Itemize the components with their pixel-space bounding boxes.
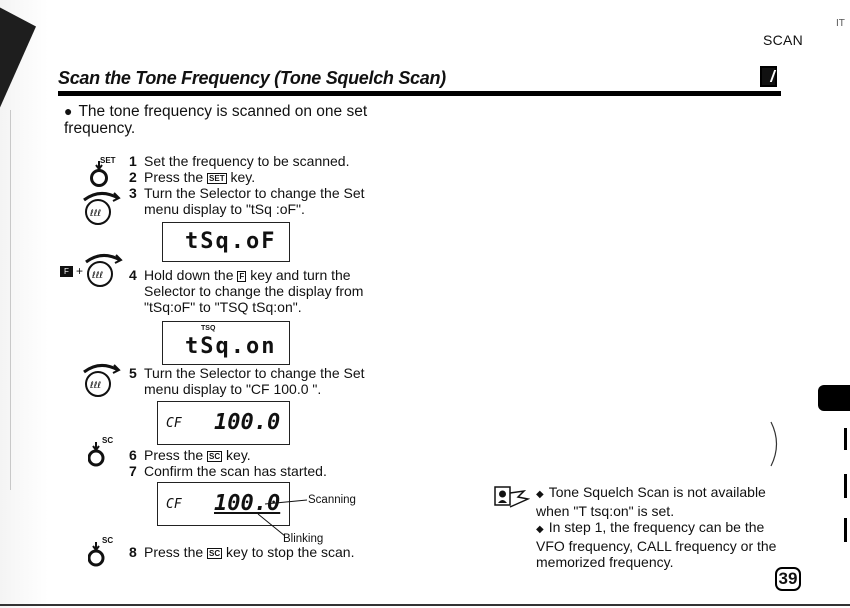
note-bullet: ◆	[536, 489, 544, 500]
note-block	[536, 484, 786, 570]
plus-sign: +	[76, 264, 84, 278]
press-sc-key-icon-step8	[88, 534, 122, 568]
step-6	[129, 447, 409, 463]
page-title: Scan the Tone Frequency (Tone Squelch Scan)	[58, 68, 446, 88]
bottom-rule	[0, 604, 850, 606]
step-number: 5	[129, 365, 137, 381]
bracket-mark	[768, 420, 784, 468]
step-text-before: Press the	[144, 544, 204, 560]
blinking-leader-line	[258, 514, 285, 536]
title-rule	[58, 91, 781, 96]
blinking-label: Blinking	[283, 533, 324, 545]
step-number: 1	[129, 153, 137, 169]
step-text-before: Press the	[144, 447, 204, 463]
f-key-plus-dial-icon	[60, 252, 126, 288]
edge-bar-1	[844, 428, 847, 450]
step-number: 7	[129, 463, 137, 479]
lcd-cf-value-blinking: 100.0	[214, 491, 281, 516]
intro-bullet: ●	[64, 103, 73, 119]
section-thumb-tab	[818, 385, 850, 411]
sc-key-label-step8: SC	[102, 536, 114, 545]
step-text-after: key.	[226, 447, 251, 463]
lcd-display-tsq-off	[162, 222, 290, 262]
edit-mode-icon	[760, 66, 777, 87]
lcd-display-cf	[157, 401, 290, 445]
note-bullet: ◆	[536, 524, 544, 535]
step-text-before: Press the	[144, 169, 204, 185]
step-text: Turn the Selector to change the Set menu display to "tSq :oF".	[144, 185, 365, 217]
section-label: SCAN	[763, 32, 804, 48]
step-1	[129, 153, 409, 169]
step-text-before: Hold down the	[144, 267, 234, 283]
lcd-text: tSq.oF	[185, 229, 277, 254]
binding-corner-mark	[0, 8, 36, 117]
tsq-indicator: TSQ	[201, 325, 216, 332]
step-text-after: key and turn the Selector to change the display from "tSq:oF" to "TSQ tSq:on".	[144, 267, 364, 315]
step-number: 8	[129, 544, 137, 560]
edge-bar-3	[844, 518, 847, 542]
step-number: 2	[129, 169, 137, 185]
lcd-display-tsq-on	[162, 321, 290, 365]
note-text: In step 1, the frequency can be the VFO frequency, CALL frequency or the memorized frequency.	[536, 519, 777, 570]
step-5	[129, 365, 401, 397]
set-key-label: SET	[100, 156, 116, 165]
step-text: Confirm the scan has started.	[144, 463, 327, 479]
set-key-inline-icon: SET	[209, 174, 225, 183]
note-item-1	[536, 484, 786, 519]
sc-key-inline-icon: SC	[209, 452, 221, 461]
step-number: 6	[129, 447, 137, 463]
svg-text:ℓℓℓ: ℓℓℓ	[90, 381, 102, 391]
press-sc-key-icon	[88, 434, 122, 468]
page-number: 39	[775, 567, 801, 591]
step-8	[129, 544, 409, 560]
press-set-key-icon	[88, 156, 122, 190]
step-2	[129, 169, 409, 185]
lcd-cf-value: 100.0	[214, 410, 281, 435]
selector-dial-icon-step5	[80, 362, 124, 398]
scanning-label: Scanning	[308, 494, 356, 506]
step-text	[129, 267, 401, 315]
sc-key-label: SC	[102, 436, 114, 445]
svg-text:ℓℓℓ: ℓℓℓ	[92, 271, 104, 281]
lcd-cf-label: CF	[166, 497, 182, 512]
binding-line	[10, 110, 11, 490]
lcd-text: tSq.on	[185, 334, 277, 359]
step-number: 4	[129, 267, 137, 283]
svg-text:ℓℓℓ: ℓℓℓ	[90, 209, 102, 219]
step-text: Set the frequency to be scanned.	[144, 153, 350, 169]
step-text-after: key.	[230, 169, 256, 185]
edge-bar-2	[844, 474, 847, 498]
f-key-icon: F	[60, 266, 73, 277]
selector-dial-icon	[80, 190, 124, 226]
sc-key-inline-icon: SC	[209, 549, 221, 558]
scanning-leader-line	[265, 500, 307, 504]
step-7	[129, 463, 409, 479]
step-4	[129, 267, 401, 315]
lcd-cf-label: CF	[166, 416, 182, 431]
corner-mark: IT	[836, 18, 845, 29]
step-text-after: key to stop the scan.	[226, 544, 355, 560]
note-text: Tone Squelch Scan is not available when "T tsq:on" is set.	[536, 484, 766, 519]
intro-text	[64, 103, 404, 137]
step-number: 3	[129, 185, 137, 201]
intro-sentence: The tone frequency is scanned on one set frequency.	[64, 103, 368, 137]
note-item-2	[536, 519, 786, 570]
step-3	[129, 185, 401, 217]
f-key-inline-icon: F	[239, 272, 245, 281]
step-text: Turn the Selector to change the Set menu display to "CF 100.0 ".	[144, 365, 365, 397]
note-memo-icon	[494, 485, 530, 513]
